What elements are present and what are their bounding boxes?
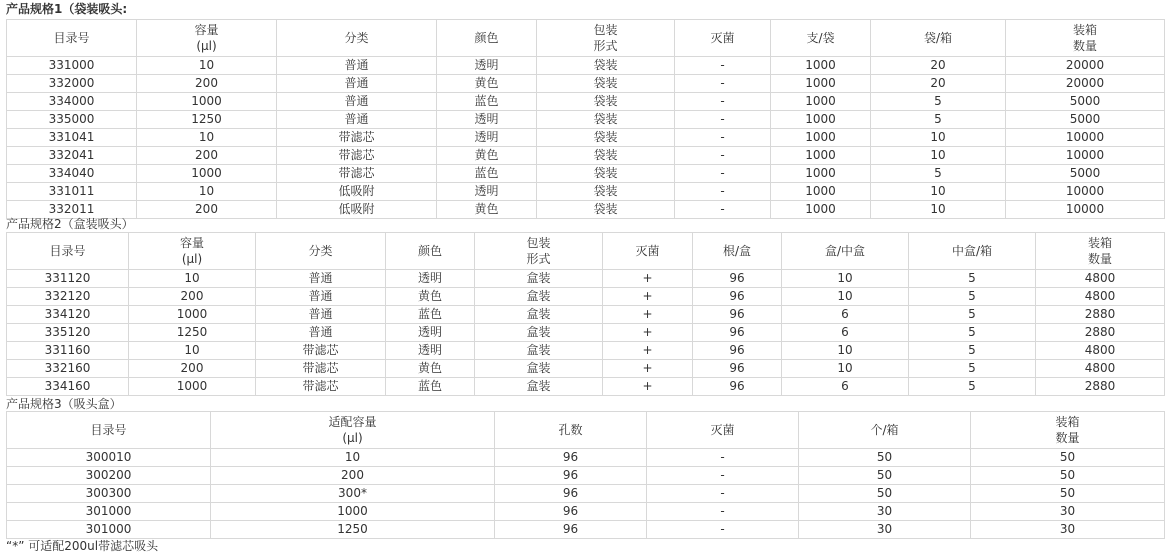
table-header-row — [7, 20, 1165, 57]
table-cell: 2880 — [1036, 306, 1165, 324]
column-header: 根/盒 — [693, 233, 782, 270]
table-cell: + — [603, 378, 693, 396]
table-row — [7, 183, 1165, 201]
table-cell: 30 — [971, 521, 1165, 539]
table-cell: 4800 — [1036, 270, 1165, 288]
table-cell: 盒装 — [475, 324, 603, 342]
table-cell: 10 — [871, 147, 1006, 165]
table-cell: 1250 — [211, 521, 495, 539]
table-cell: 5 — [909, 270, 1036, 288]
table-cell: 301000 — [7, 521, 211, 539]
table-cell: 透明 — [386, 324, 475, 342]
table-cell: 1000 — [137, 165, 277, 183]
table-cell: 黄色 — [437, 201, 537, 219]
table-cell: 10 — [871, 183, 1006, 201]
table-cell: 334000 — [7, 93, 137, 111]
table-cell: 10 — [782, 270, 909, 288]
table-cell: 332041 — [7, 147, 137, 165]
table-cell: 透明 — [386, 342, 475, 360]
table-cell: + — [603, 270, 693, 288]
column-header: 孔数 — [495, 412, 647, 449]
table-cell: 透明 — [437, 57, 537, 75]
table-cell: + — [603, 288, 693, 306]
table-cell: 331041 — [7, 129, 137, 147]
table-cell: 96 — [693, 270, 782, 288]
table-cell: 4800 — [1036, 360, 1165, 378]
table-cell: 20 — [871, 75, 1006, 93]
table-cell: 1000 — [771, 75, 871, 93]
table-cell: 30 — [799, 521, 971, 539]
table-cell: 袋装 — [537, 93, 675, 111]
table-cell: 1000 — [771, 165, 871, 183]
table-cell: 10 — [129, 270, 256, 288]
table-cell: 20000 — [1006, 57, 1165, 75]
table-cell: - — [647, 485, 799, 503]
table-cell: 334040 — [7, 165, 137, 183]
footnote: “*” 可适配200ul带滤芯吸头 — [6, 539, 159, 553]
table-cell: 5 — [909, 288, 1036, 306]
table-cell: 2880 — [1036, 324, 1165, 342]
table-cell: 50 — [799, 449, 971, 467]
table-row — [7, 201, 1165, 219]
table-cell: 5 — [909, 378, 1036, 396]
table-cell: 5 — [909, 342, 1036, 360]
table-cell: 盒装 — [475, 270, 603, 288]
table-cell: 袋装 — [537, 111, 675, 129]
table-cell: 普通 — [277, 57, 437, 75]
table-cell: 带滤芯 — [256, 378, 386, 396]
table-cell: 1000 — [771, 93, 871, 111]
table-cell: 袋装 — [537, 201, 675, 219]
table-cell: 1000 — [771, 201, 871, 219]
table-cell: 331000 — [7, 57, 137, 75]
table-row — [7, 521, 1165, 539]
table-cell: 96 — [495, 467, 647, 485]
table-cell: 50 — [971, 467, 1165, 485]
table-cell: 1250 — [137, 111, 277, 129]
table-cell: + — [603, 306, 693, 324]
table-cell: 20 — [871, 57, 1006, 75]
table-cell: 2880 — [1036, 378, 1165, 396]
table-cell: 30 — [799, 503, 971, 521]
column-header: 目录号 — [7, 233, 129, 270]
table-cell: 透明 — [437, 129, 537, 147]
column-header: 目录号 — [7, 412, 211, 449]
table-cell: 普通 — [256, 306, 386, 324]
table-cell: 5 — [909, 324, 1036, 342]
table-cell: 5 — [871, 165, 1006, 183]
table-row — [7, 467, 1165, 485]
table-cell: 200 — [137, 201, 277, 219]
table-cell: - — [675, 165, 771, 183]
table-cell: 袋装 — [537, 165, 675, 183]
table-cell: 普通 — [256, 324, 386, 342]
column-header: 装箱 数量 — [1006, 20, 1165, 57]
table-row — [7, 360, 1165, 378]
table-cell: 334160 — [7, 378, 129, 396]
table-cell: 普通 — [277, 75, 437, 93]
table-cell: 5 — [909, 360, 1036, 378]
table-cell: 盒装 — [475, 378, 603, 396]
table-row — [7, 270, 1165, 288]
table-cell: 50 — [799, 485, 971, 503]
column-header: 容量 (µl) — [129, 233, 256, 270]
column-header: 目录号 — [7, 20, 137, 57]
table-cell: 袋装 — [537, 129, 675, 147]
table-cell: 96 — [495, 449, 647, 467]
table-cell: 331160 — [7, 342, 129, 360]
table-cell: 透明 — [386, 270, 475, 288]
table-cell: 4800 — [1036, 342, 1165, 360]
table-cell: - — [675, 57, 771, 75]
spec1-title: 产品规格1（袋装吸头: — [6, 2, 128, 16]
table-cell: 黄色 — [386, 360, 475, 378]
table-row — [7, 288, 1165, 306]
column-header: 灭菌 — [603, 233, 693, 270]
column-header: 分类 — [277, 20, 437, 57]
table-cell: 袋装 — [537, 147, 675, 165]
table-row — [7, 306, 1165, 324]
table-row — [7, 93, 1165, 111]
table-cell: 透明 — [437, 111, 537, 129]
table-cell: 5000 — [1006, 93, 1165, 111]
table-cell: 带滤芯 — [277, 147, 437, 165]
spec2-table — [6, 232, 1165, 396]
table-cell: 50 — [971, 485, 1165, 503]
table-cell: 96 — [495, 503, 647, 521]
table-cell: + — [603, 324, 693, 342]
table-cell: 盒装 — [475, 342, 603, 360]
column-header: 装箱 数量 — [971, 412, 1165, 449]
table-cell: 1000 — [771, 57, 871, 75]
table-cell: 10000 — [1006, 129, 1165, 147]
table-cell: 200 — [137, 75, 277, 93]
table-cell: 96 — [693, 324, 782, 342]
table-cell: 335000 — [7, 111, 137, 129]
table-cell: 6 — [782, 324, 909, 342]
column-header: 个/箱 — [799, 412, 971, 449]
table-cell: 331120 — [7, 270, 129, 288]
table-cell: 332160 — [7, 360, 129, 378]
table-row — [7, 378, 1165, 396]
column-header: 灭菌 — [647, 412, 799, 449]
table-cell: 10 — [782, 360, 909, 378]
table-cell: - — [675, 201, 771, 219]
table-header-row — [7, 233, 1165, 270]
column-header: 分类 — [256, 233, 386, 270]
table-cell: 带滤芯 — [277, 165, 437, 183]
table-cell: 50 — [799, 467, 971, 485]
table-cell: - — [675, 75, 771, 93]
table-cell: 蓝色 — [437, 165, 537, 183]
table-cell: 6 — [782, 306, 909, 324]
column-header: 灭菌 — [675, 20, 771, 57]
table-cell: 200 — [129, 360, 256, 378]
table-cell: - — [647, 467, 799, 485]
table-cell: 334120 — [7, 306, 129, 324]
table-cell: - — [675, 93, 771, 111]
table-cell: - — [675, 183, 771, 201]
table-cell: 10 — [871, 129, 1006, 147]
table-cell: 10000 — [1006, 201, 1165, 219]
table-row — [7, 129, 1165, 147]
table-cell: 蓝色 — [386, 378, 475, 396]
table-cell: 1000 — [771, 147, 871, 165]
table-cell: + — [603, 360, 693, 378]
table-cell: 10 — [782, 288, 909, 306]
column-header: 盒/中盒 — [782, 233, 909, 270]
table-cell: 低吸附 — [277, 183, 437, 201]
table-row — [7, 485, 1165, 503]
table-cell: 30 — [971, 503, 1165, 521]
table-cell: 300010 — [7, 449, 211, 467]
table-cell: 10 — [137, 129, 277, 147]
table-cell: 5000 — [1006, 111, 1165, 129]
column-header: 适配容量 (µl) — [211, 412, 495, 449]
table-cell: 200 — [129, 288, 256, 306]
table-cell: 1250 — [129, 324, 256, 342]
table-cell: 1000 — [137, 93, 277, 111]
table-row — [7, 57, 1165, 75]
table-cell: 331011 — [7, 183, 137, 201]
spec1-table — [6, 19, 1165, 219]
column-header: 容量 (µl) — [137, 20, 277, 57]
table-cell: 301000 — [7, 503, 211, 521]
table-cell: 96 — [693, 342, 782, 360]
table-cell: 50 — [971, 449, 1165, 467]
table-cell: 96 — [693, 360, 782, 378]
table-cell: 5 — [871, 111, 1006, 129]
table-cell: 10 — [871, 201, 1006, 219]
table-row — [7, 75, 1165, 93]
table-cell: 蓝色 — [386, 306, 475, 324]
table-cell: 10000 — [1006, 183, 1165, 201]
table-cell: 袋装 — [537, 57, 675, 75]
table-cell: 96 — [693, 306, 782, 324]
column-header: 中盒/箱 — [909, 233, 1036, 270]
table-cell: 300200 — [7, 467, 211, 485]
table-cell: 6 — [782, 378, 909, 396]
table-cell: 20000 — [1006, 75, 1165, 93]
table-cell: - — [647, 449, 799, 467]
table-cell: 带滤芯 — [256, 342, 386, 360]
table-cell: - — [647, 521, 799, 539]
table-cell: 普通 — [256, 288, 386, 306]
table-row — [7, 324, 1165, 342]
table-row — [7, 503, 1165, 521]
table-row — [7, 342, 1165, 360]
table-cell: 332011 — [7, 201, 137, 219]
table-cell: 袋装 — [537, 75, 675, 93]
table-cell: 10000 — [1006, 147, 1165, 165]
column-header: 支/袋 — [771, 20, 871, 57]
table-cell: 5000 — [1006, 165, 1165, 183]
table-cell: 200 — [211, 467, 495, 485]
table-cell: 黄色 — [437, 75, 537, 93]
table-cell: 盒装 — [475, 306, 603, 324]
table-cell: + — [603, 342, 693, 360]
table-cell: 332120 — [7, 288, 129, 306]
column-header: 包装 形式 — [475, 233, 603, 270]
table-cell: 96 — [495, 485, 647, 503]
table-cell: 4800 — [1036, 288, 1165, 306]
column-header: 袋/箱 — [871, 20, 1006, 57]
table-cell: 袋装 — [537, 183, 675, 201]
table-cell: 普通 — [277, 111, 437, 129]
table-cell: 黄色 — [437, 147, 537, 165]
table-cell: 带滤芯 — [256, 360, 386, 378]
table-cell: 10 — [137, 183, 277, 201]
table-cell: - — [675, 111, 771, 129]
table-cell: 黄色 — [386, 288, 475, 306]
table-cell: 普通 — [277, 93, 437, 111]
table-cell: 盒装 — [475, 360, 603, 378]
table-cell: 1000 — [771, 129, 871, 147]
table-header-row — [7, 412, 1165, 449]
table-cell: 5 — [871, 93, 1006, 111]
table-cell: 1000 — [129, 378, 256, 396]
table-cell: 96 — [693, 288, 782, 306]
spec3-table — [6, 411, 1165, 539]
table-cell: 300* — [211, 485, 495, 503]
table-cell: 1000 — [129, 306, 256, 324]
table-cell: 带滤芯 — [277, 129, 437, 147]
table-cell: 10 — [782, 342, 909, 360]
table-cell: - — [675, 147, 771, 165]
table-cell: 1000 — [211, 503, 495, 521]
column-header: 装箱 数量 — [1036, 233, 1165, 270]
table-cell: 96 — [495, 521, 647, 539]
table-cell: - — [647, 503, 799, 521]
column-header: 颜色 — [386, 233, 475, 270]
table-cell: 332000 — [7, 75, 137, 93]
table-cell: 普通 — [256, 270, 386, 288]
spec2-title: 产品规格2（盒装吸头） — [6, 217, 134, 231]
table-cell: 1000 — [771, 111, 871, 129]
table-cell: - — [675, 129, 771, 147]
table-cell: 10 — [129, 342, 256, 360]
column-header: 包装 形式 — [537, 20, 675, 57]
spec3-title: 产品规格3（吸头盒） — [6, 397, 122, 411]
table-row — [7, 147, 1165, 165]
table-row — [7, 165, 1165, 183]
table-cell: 10 — [211, 449, 495, 467]
table-cell: 透明 — [437, 183, 537, 201]
table-cell: 200 — [137, 147, 277, 165]
table-cell: 盒装 — [475, 288, 603, 306]
table-cell: 335120 — [7, 324, 129, 342]
column-header: 颜色 — [437, 20, 537, 57]
table-cell: 蓝色 — [437, 93, 537, 111]
table-cell: 5 — [909, 306, 1036, 324]
table-row — [7, 111, 1165, 129]
table-row — [7, 449, 1165, 467]
table-cell: 10 — [137, 57, 277, 75]
table-cell: 1000 — [771, 183, 871, 201]
table-cell: 300300 — [7, 485, 211, 503]
table-cell: 低吸附 — [277, 201, 437, 219]
table-cell: 96 — [693, 378, 782, 396]
